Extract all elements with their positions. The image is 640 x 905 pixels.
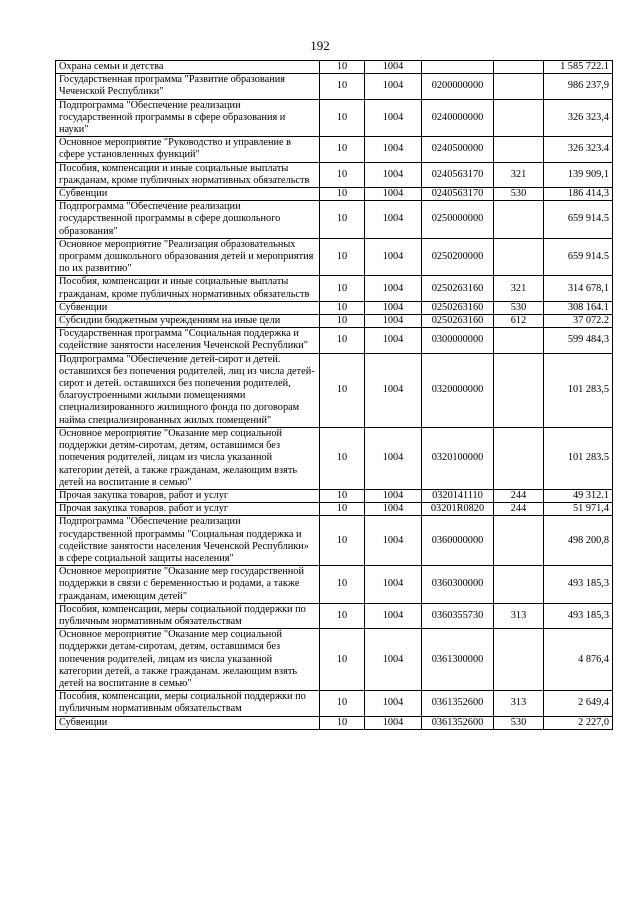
- subsection-code-cell: 1004: [365, 629, 422, 691]
- section-code-cell: 10: [320, 503, 365, 516]
- subsection-code-cell: 1004: [365, 427, 422, 489]
- target-article-cell: 0361352600: [422, 691, 494, 716]
- section-code-cell: 10: [320, 99, 365, 137]
- budget-table-body: [56, 61, 613, 730]
- item-name-cell: Основное мероприятие "Реализация образовательных программ дошкольного образования детей и мероприятия по их развитию": [56, 238, 320, 276]
- target-article-cell: 0360355730: [422, 603, 494, 628]
- item-name-cell: Пособия, компенсации и иные социальные выплаты гражданам, кроме публичных нормативных обязательств: [56, 162, 320, 187]
- table-row: [56, 489, 613, 502]
- table-row: [56, 516, 613, 566]
- amount-cell: 139 909,1: [544, 162, 613, 187]
- subsection-code-cell: 1004: [365, 74, 422, 99]
- expense-type-cell: [494, 201, 544, 239]
- amount-cell: 308 164.1: [544, 301, 613, 314]
- table-row: [56, 716, 613, 729]
- section-code-cell: 10: [320, 603, 365, 628]
- target-article-cell: 0250263160: [422, 276, 494, 301]
- item-name-cell: Пособия, компенсации, меры социальной поддержки по публичным нормативным обязательствам: [56, 603, 320, 628]
- section-code-cell: 10: [320, 74, 365, 99]
- subsection-code-cell: 1004: [365, 276, 422, 301]
- expense-type-cell: [494, 328, 544, 353]
- amount-cell: 186 414,3: [544, 188, 613, 201]
- subsection-code-cell: 1004: [365, 503, 422, 516]
- target-article-cell: 0320100000: [422, 427, 494, 489]
- subsection-code-cell: 1004: [365, 603, 422, 628]
- amount-cell: 101 283.5: [544, 427, 613, 489]
- item-name-cell: Подпрограмма "Обеспечение реализации государственной программы в сфере дошкольного образования": [56, 201, 320, 239]
- item-name-cell: Подпрограмма "Обеспечение реализации государственной программы "Социальная поддержка и содействие занятости населения Чеченской Республики» в сфере социальной защиты населения": [56, 516, 320, 566]
- table-row: [56, 238, 613, 276]
- section-code-cell: 10: [320, 238, 365, 276]
- item-name-cell: Основное мероприятие "Оказание мер социальной поддержки детам-сиротам, детям, оставшимся без попечения родителей, лицам из числа указанной категории детей, а также гражданам. желающим взять детей на воспитание в семью": [56, 629, 320, 691]
- item-name-cell: Подпрограмма "Обеспечение реализации государственной программы в сфере образования и науки": [56, 99, 320, 137]
- subsection-code-cell: 1004: [365, 716, 422, 729]
- subsection-code-cell: 1004: [365, 201, 422, 239]
- amount-cell: 498 200,8: [544, 516, 613, 566]
- amount-cell: 1 585 722.1: [544, 61, 613, 74]
- item-name-cell: Прочая закупка товаров, работ и услуг: [56, 489, 320, 502]
- target-article-cell: 0250000000: [422, 201, 494, 239]
- amount-cell: 493 185,3: [544, 566, 613, 604]
- amount-cell: 314 678,1: [544, 276, 613, 301]
- expense-type-cell: [494, 629, 544, 691]
- target-article-cell: [422, 61, 494, 74]
- amount-cell: 101 283,5: [544, 353, 613, 427]
- section-code-cell: 10: [320, 716, 365, 729]
- expense-type-cell: [494, 566, 544, 604]
- item-name-cell: Прочая закупка товаров. работ и услуг: [56, 503, 320, 516]
- item-name-cell: Субвенции: [56, 301, 320, 314]
- expense-type-cell: [494, 137, 544, 162]
- target-article-cell: 0240500000: [422, 137, 494, 162]
- item-name-cell: Субвенции: [56, 188, 320, 201]
- subsection-code-cell: 1004: [365, 238, 422, 276]
- target-article-cell: 0250263160: [422, 315, 494, 328]
- item-name-cell: Основное мероприятие "Оказание мер государственной поддержки в связи с беременностью и родами, а также гражданам, имеющим детей": [56, 566, 320, 604]
- table-row: [56, 427, 613, 489]
- table-row: [56, 566, 613, 604]
- table-row: [56, 603, 613, 628]
- section-code-cell: 10: [320, 137, 365, 162]
- subsection-code-cell: 1004: [365, 353, 422, 427]
- item-name-cell: Подпрограмма "Обеспечение детей-сирот и детей. оставшихся без попечения родителей, лиц из числа детей-сирот и детей. оставшихся без попечения родителей, благоустроенными жилыми помещениями специализированного жилищного фонда по договорам найма специализированных жилых помещений": [56, 353, 320, 427]
- section-code-cell: 10: [320, 201, 365, 239]
- section-code-cell: 10: [320, 691, 365, 716]
- amount-cell: 493 185,3: [544, 603, 613, 628]
- target-article-cell: 0250200000: [422, 238, 494, 276]
- subsection-code-cell: 1004: [365, 137, 422, 162]
- subsection-code-cell: 1004: [365, 328, 422, 353]
- amount-cell: 4 876,4: [544, 629, 613, 691]
- page-number: 192: [310, 38, 330, 53]
- expense-type-cell: 530: [494, 716, 544, 729]
- table-row: [56, 301, 613, 314]
- section-code-cell: 10: [320, 301, 365, 314]
- expense-type-cell: 530: [494, 301, 544, 314]
- table-row: [56, 74, 613, 99]
- target-article-cell: 0360300000: [422, 566, 494, 604]
- expense-type-cell: [494, 516, 544, 566]
- target-article-cell: 0240000000: [422, 99, 494, 137]
- expense-type-cell: 244: [494, 489, 544, 502]
- section-code-cell: 10: [320, 516, 365, 566]
- table-row: [56, 353, 613, 427]
- table-row: [56, 162, 613, 187]
- amount-cell: 326 323,4: [544, 99, 613, 137]
- expense-type-cell: [494, 74, 544, 99]
- table-row: [56, 201, 613, 239]
- amount-cell: 659 914.5: [544, 238, 613, 276]
- subsection-code-cell: 1004: [365, 489, 422, 502]
- table-row: [56, 99, 613, 137]
- section-code-cell: 10: [320, 427, 365, 489]
- amount-cell: 599 484,3: [544, 328, 613, 353]
- section-code-cell: 10: [320, 188, 365, 201]
- item-name-cell: Государственная программа "Развитие образования Чеченской Республики": [56, 74, 320, 99]
- expense-type-cell: 313: [494, 603, 544, 628]
- table-row: [56, 276, 613, 301]
- target-article-cell: 0250263160: [422, 301, 494, 314]
- subsection-code-cell: 1004: [365, 566, 422, 604]
- expense-type-cell: [494, 99, 544, 137]
- amount-cell: 51 971,4: [544, 503, 613, 516]
- amount-cell: 986 237,9: [544, 74, 613, 99]
- section-code-cell: 10: [320, 629, 365, 691]
- table-row: [56, 629, 613, 691]
- target-article-cell: 0320000000: [422, 353, 494, 427]
- target-article-cell: 0240563170: [422, 188, 494, 201]
- item-name-cell: Пособия, компенсации, меры социальной поддержки по публичным нормативным обязательствам: [56, 691, 320, 716]
- section-code-cell: 10: [320, 566, 365, 604]
- amount-cell: 326 323.4: [544, 137, 613, 162]
- amount-cell: 37 072.2: [544, 315, 613, 328]
- budget-table: [55, 60, 613, 730]
- section-code-cell: 10: [320, 328, 365, 353]
- target-article-cell: 0200000000: [422, 74, 494, 99]
- item-name-cell: Государственная программа "Социальная поддержка и содействие занятости населения Чеченской Республики": [56, 328, 320, 353]
- target-article-cell: 0361300000: [422, 629, 494, 691]
- target-article-cell: 0300000000: [422, 328, 494, 353]
- amount-cell: 659 914.5: [544, 201, 613, 239]
- expense-type-cell: [494, 61, 544, 74]
- table-row: [56, 503, 613, 516]
- item-name-cell: Субвенции: [56, 716, 320, 729]
- subsection-code-cell: 1004: [365, 162, 422, 187]
- subsection-code-cell: 1004: [365, 188, 422, 201]
- subsection-code-cell: 1004: [365, 691, 422, 716]
- target-article-cell: 0320141110: [422, 489, 494, 502]
- expense-type-cell: 612: [494, 315, 544, 328]
- section-code-cell: 10: [320, 353, 365, 427]
- section-code-cell: 10: [320, 315, 365, 328]
- expense-type-cell: [494, 353, 544, 427]
- amount-cell: 49 312.1: [544, 489, 613, 502]
- expense-type-cell: 321: [494, 162, 544, 187]
- target-article-cell: 03201R0820: [422, 503, 494, 516]
- target-article-cell: 0360000000: [422, 516, 494, 566]
- expense-type-cell: 313: [494, 691, 544, 716]
- subsection-code-cell: 1004: [365, 301, 422, 314]
- expense-type-cell: [494, 427, 544, 489]
- subsection-code-cell: 1004: [365, 516, 422, 566]
- table-row: [56, 328, 613, 353]
- section-code-cell: 10: [320, 61, 365, 74]
- subsection-code-cell: 1004: [365, 99, 422, 137]
- subsection-code-cell: 1004: [365, 61, 422, 74]
- section-code-cell: 10: [320, 276, 365, 301]
- table-row: [56, 691, 613, 716]
- item-name-cell: Охрана семьи и детства: [56, 61, 320, 74]
- expense-type-cell: 244: [494, 503, 544, 516]
- item-name-cell: Пособия, компенсации и иные социальные выплаты гражданам, кроме публичных нормативных обязательств: [56, 276, 320, 301]
- table-row: [56, 61, 613, 74]
- table-row: [56, 315, 613, 328]
- section-code-cell: 10: [320, 489, 365, 502]
- amount-cell: 2 649,4: [544, 691, 613, 716]
- item-name-cell: Основное мероприятие "Руководство и управление в сфере установленных функций": [56, 137, 320, 162]
- item-name-cell: Основное мероприятие "Оказание мер социальной поддержки детям-сиротам, детям, оставшимся без попечения родителей, лицам из числа указанной категории детей, а также гражданам, желающим взять детей на воспитание в семью": [56, 427, 320, 489]
- subsection-code-cell: 1004: [365, 315, 422, 328]
- item-name-cell: Субсидии бюджетным учреждениям на иные цели: [56, 315, 320, 328]
- table-row: [56, 137, 613, 162]
- section-code-cell: 10: [320, 162, 365, 187]
- target-article-cell: 0240563170: [422, 162, 494, 187]
- target-article-cell: 0361352600: [422, 716, 494, 729]
- expense-type-cell: [494, 238, 544, 276]
- expense-type-cell: 321: [494, 276, 544, 301]
- expense-type-cell: 530: [494, 188, 544, 201]
- amount-cell: 2 227,0: [544, 716, 613, 729]
- table-row: [56, 188, 613, 201]
